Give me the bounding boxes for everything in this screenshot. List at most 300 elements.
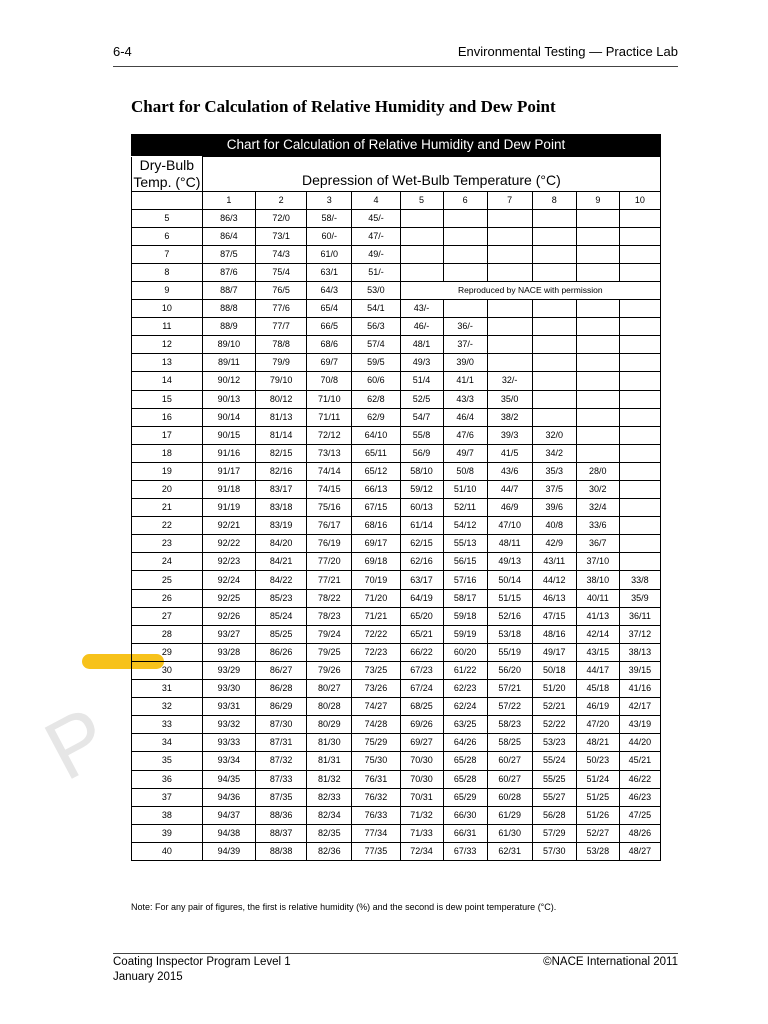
footer-date: January 2015 bbox=[113, 971, 183, 983]
dry-bulb-cell: 29 bbox=[132, 643, 203, 661]
table-cell: 86/3 bbox=[202, 209, 255, 227]
table-cell: 93/29 bbox=[202, 661, 255, 679]
dry-bulb-cell: 37 bbox=[132, 788, 203, 806]
table-cell: 39/15 bbox=[619, 661, 660, 679]
table-row bbox=[132, 806, 661, 824]
table-cell: 70/19 bbox=[352, 571, 400, 589]
table-cell bbox=[487, 354, 532, 372]
table-cell: 46/9 bbox=[487, 499, 532, 517]
table-cell: 65/28 bbox=[443, 752, 487, 770]
table-cell: 78/23 bbox=[307, 607, 352, 625]
table-cell: 75/4 bbox=[256, 263, 307, 281]
table-cell: 50/23 bbox=[576, 752, 619, 770]
dry-bulb-cell: 12 bbox=[132, 336, 203, 354]
table-cell: 63/17 bbox=[400, 571, 443, 589]
table-cell bbox=[576, 354, 619, 372]
table-cell: 48/1 bbox=[400, 336, 443, 354]
table-cell: 84/20 bbox=[256, 535, 307, 553]
table-cell: 86/28 bbox=[256, 680, 307, 698]
table-cell: 45/- bbox=[352, 209, 400, 227]
table-cell bbox=[532, 318, 576, 336]
table-cell: 94/39 bbox=[202, 842, 255, 860]
table-cell: 91/18 bbox=[202, 481, 255, 499]
dry-bulb-cell: 36 bbox=[132, 770, 203, 788]
table-cell: 47/10 bbox=[487, 517, 532, 535]
table-cell: 51/24 bbox=[576, 770, 619, 788]
table-cell: 94/35 bbox=[202, 770, 255, 788]
table-row bbox=[132, 227, 661, 245]
table-cell bbox=[487, 209, 532, 227]
table-cell: 55/19 bbox=[487, 643, 532, 661]
table-cell: 77/7 bbox=[256, 318, 307, 336]
table-cell: 42/17 bbox=[619, 698, 660, 716]
table-cell bbox=[532, 227, 576, 245]
table-cell: 49/17 bbox=[532, 643, 576, 661]
table-cell: 90/15 bbox=[202, 426, 255, 444]
table-cell: 44/17 bbox=[576, 661, 619, 679]
table-cell: 87/5 bbox=[202, 245, 255, 263]
table-row bbox=[132, 788, 661, 806]
table-cell bbox=[619, 372, 660, 390]
table-cell: 88/8 bbox=[202, 300, 255, 318]
table-cell: 38/2 bbox=[487, 408, 532, 426]
table-cell: 77/6 bbox=[256, 300, 307, 318]
table-cell: 73/25 bbox=[352, 661, 400, 679]
table-cell: 69/27 bbox=[400, 734, 443, 752]
table-cell bbox=[576, 245, 619, 263]
table-cell: 75/29 bbox=[352, 734, 400, 752]
table-cell: 36/- bbox=[443, 318, 487, 336]
table-cell: 43/15 bbox=[576, 643, 619, 661]
header-row bbox=[132, 157, 661, 192]
table-cell: 76/19 bbox=[307, 535, 352, 553]
table-cell: 73/13 bbox=[307, 444, 352, 462]
table-cell: 77/21 bbox=[307, 571, 352, 589]
table-cell: 55/27 bbox=[532, 788, 576, 806]
column-header-row bbox=[132, 191, 661, 209]
table-cell bbox=[619, 426, 660, 444]
table-cell: 94/38 bbox=[202, 824, 255, 842]
table-cell: 59/12 bbox=[400, 481, 443, 499]
table-cell bbox=[443, 209, 487, 227]
column-header: 4 bbox=[352, 191, 400, 209]
table-cell: 66/13 bbox=[352, 481, 400, 499]
table-cell: 52/21 bbox=[532, 698, 576, 716]
table-cell: 79/25 bbox=[307, 643, 352, 661]
table-cell: 66/22 bbox=[400, 643, 443, 661]
table-cell: 66/31 bbox=[443, 824, 487, 842]
table-cell: 46/4 bbox=[443, 408, 487, 426]
table-cell bbox=[619, 245, 660, 263]
table-row bbox=[132, 698, 661, 716]
table-cell: 92/24 bbox=[202, 571, 255, 589]
table-cell: 92/25 bbox=[202, 589, 255, 607]
table-cell: 85/25 bbox=[256, 625, 307, 643]
table-cell: 93/27 bbox=[202, 625, 255, 643]
column-header: 2 bbox=[256, 191, 307, 209]
dry-bulb-cell: 17 bbox=[132, 426, 203, 444]
column-header: 10 bbox=[619, 191, 660, 209]
table-cell: 57/16 bbox=[443, 571, 487, 589]
table-cell: 72/23 bbox=[352, 643, 400, 661]
dry-bulb-cell: 25 bbox=[132, 571, 203, 589]
table-cell: 56/28 bbox=[532, 806, 576, 824]
table-cell: 36/7 bbox=[576, 535, 619, 553]
table-cell: 34/2 bbox=[532, 444, 576, 462]
table-row bbox=[132, 643, 661, 661]
table-cell: 67/23 bbox=[400, 661, 443, 679]
column-header: 8 bbox=[532, 191, 576, 209]
table-cell: 47/- bbox=[352, 227, 400, 245]
table-row bbox=[132, 354, 661, 372]
table-cell: 41/5 bbox=[487, 444, 532, 462]
table-row bbox=[132, 481, 661, 499]
table-cell: 47/25 bbox=[619, 806, 660, 824]
table-cell: 28/0 bbox=[576, 462, 619, 480]
table-cell bbox=[532, 372, 576, 390]
table-cell: 87/32 bbox=[256, 752, 307, 770]
table-cell: 39/0 bbox=[443, 354, 487, 372]
table-cell: 65/29 bbox=[443, 788, 487, 806]
table-cell: 69/17 bbox=[352, 535, 400, 553]
table-cell: 81/14 bbox=[256, 426, 307, 444]
table-cell: 52/22 bbox=[532, 716, 576, 734]
table-cell: 93/34 bbox=[202, 752, 255, 770]
table-cell: 84/21 bbox=[256, 553, 307, 571]
table-cell: 93/31 bbox=[202, 698, 255, 716]
table-cell bbox=[619, 318, 660, 336]
table-cell bbox=[619, 408, 660, 426]
table-row bbox=[132, 263, 661, 281]
table-cell bbox=[619, 499, 660, 517]
table-cell bbox=[487, 336, 532, 354]
table-cell bbox=[532, 408, 576, 426]
table-cell: 48/26 bbox=[619, 824, 660, 842]
table-cell bbox=[487, 245, 532, 263]
table-cell: 40/11 bbox=[576, 589, 619, 607]
table-cell bbox=[400, 245, 443, 263]
table-cell: 77/35 bbox=[352, 842, 400, 860]
table-cell: 41/1 bbox=[443, 372, 487, 390]
table-cell: 76/5 bbox=[256, 281, 307, 299]
table-cell bbox=[619, 462, 660, 480]
table-cell: 78/22 bbox=[307, 589, 352, 607]
table-cell: 77/34 bbox=[352, 824, 400, 842]
table-cell bbox=[532, 300, 576, 318]
table-cell: 56/15 bbox=[443, 553, 487, 571]
table-cell: 73/1 bbox=[256, 227, 307, 245]
table-cell: 43/3 bbox=[443, 390, 487, 408]
table-cell bbox=[619, 444, 660, 462]
table-cell: 50/8 bbox=[443, 462, 487, 480]
document-title: Chart for Calculation of Relative Humidity and Dew Point bbox=[131, 97, 556, 116]
table-cell: 76/31 bbox=[352, 770, 400, 788]
table-cell: 79/24 bbox=[307, 625, 352, 643]
table-cell: 47/20 bbox=[576, 716, 619, 734]
table-cell: 68/6 bbox=[307, 336, 352, 354]
table-cell: 67/15 bbox=[352, 499, 400, 517]
table-cell: 53/28 bbox=[576, 842, 619, 860]
dry-bulb-cell: 32 bbox=[132, 698, 203, 716]
table-cell: 46/- bbox=[400, 318, 443, 336]
column-header: 9 bbox=[576, 191, 619, 209]
dry-bulb-cell: 26 bbox=[132, 589, 203, 607]
dry-bulb-cell: 15 bbox=[132, 390, 203, 408]
table-cell: 55/25 bbox=[532, 770, 576, 788]
table-row bbox=[132, 444, 661, 462]
table-cell: 48/11 bbox=[487, 535, 532, 553]
dry-bulb-cell: 13 bbox=[132, 354, 203, 372]
table-cell: 90/12 bbox=[202, 372, 255, 390]
table-cell: 71/20 bbox=[352, 589, 400, 607]
table-cell: 61/14 bbox=[400, 517, 443, 535]
table-cell: 81/31 bbox=[307, 752, 352, 770]
table-cell: 62/31 bbox=[487, 842, 532, 860]
table-cell: 48/27 bbox=[619, 842, 660, 860]
table-cell: 58/10 bbox=[400, 462, 443, 480]
table-cell: 71/21 bbox=[352, 607, 400, 625]
table-row bbox=[132, 281, 661, 299]
table-cell: 68/25 bbox=[400, 698, 443, 716]
table-row bbox=[132, 842, 661, 860]
table-row bbox=[132, 607, 661, 625]
table-cell: 60/27 bbox=[487, 770, 532, 788]
table-cell: 90/13 bbox=[202, 390, 255, 408]
table-cell: 94/36 bbox=[202, 788, 255, 806]
table-cell: 79/26 bbox=[307, 661, 352, 679]
page-number: 6-4 bbox=[113, 44, 132, 59]
table-cell: 77/20 bbox=[307, 553, 352, 571]
table-cell: 44/20 bbox=[619, 734, 660, 752]
table-cell: 51/- bbox=[352, 263, 400, 281]
table-cell: 73/26 bbox=[352, 680, 400, 698]
table-note: Note: For any pair of figures, the first is relative humidity (%) and the second is dew point temperature (°C). bbox=[131, 902, 557, 912]
dry-bulb-cell: 33 bbox=[132, 716, 203, 734]
dry-bulb-label: Dry-Bulb Temp. (°C) bbox=[133, 156, 201, 190]
table-cell: 87/31 bbox=[256, 734, 307, 752]
table-cell: 82/15 bbox=[256, 444, 307, 462]
table-cell bbox=[576, 408, 619, 426]
table-cell bbox=[487, 300, 532, 318]
humidity-chart bbox=[131, 134, 661, 861]
table-cell: 91/17 bbox=[202, 462, 255, 480]
table-cell: 41/16 bbox=[619, 680, 660, 698]
table-cell: 65/20 bbox=[400, 607, 443, 625]
table-cell: 45/21 bbox=[619, 752, 660, 770]
table-cell: 74/15 bbox=[307, 481, 352, 499]
page-footer bbox=[113, 953, 678, 983]
table-cell: 65/12 bbox=[352, 462, 400, 480]
table-cell: 47/6 bbox=[443, 426, 487, 444]
column-header: 6 bbox=[443, 191, 487, 209]
table-cell: 86/4 bbox=[202, 227, 255, 245]
table-cell: 56/20 bbox=[487, 661, 532, 679]
table-cell bbox=[443, 300, 487, 318]
table-cell: 58/17 bbox=[443, 589, 487, 607]
watermark: P bbox=[30, 688, 124, 798]
table-cell: 52/5 bbox=[400, 390, 443, 408]
table-cell: 47/15 bbox=[532, 607, 576, 625]
table-cell bbox=[576, 444, 619, 462]
table-cell: 46/23 bbox=[619, 788, 660, 806]
dry-bulb-cell: 21 bbox=[132, 499, 203, 517]
table-cell bbox=[619, 390, 660, 408]
table-cell: 62/8 bbox=[352, 390, 400, 408]
table-cell: 33/8 bbox=[619, 571, 660, 589]
table-cell: 64/26 bbox=[443, 734, 487, 752]
table-cell bbox=[443, 245, 487, 263]
table-cell: 52/16 bbox=[487, 607, 532, 625]
table-cell: 62/24 bbox=[443, 698, 487, 716]
table-cell: 60/- bbox=[307, 227, 352, 245]
table-cell: 92/22 bbox=[202, 535, 255, 553]
table-cell: 43/11 bbox=[532, 553, 576, 571]
table-cell: 49/7 bbox=[443, 444, 487, 462]
table-cell: 50/18 bbox=[532, 661, 576, 679]
table-row bbox=[132, 752, 661, 770]
table-cell: 71/10 bbox=[307, 390, 352, 408]
table-row bbox=[132, 680, 661, 698]
table-cell bbox=[576, 263, 619, 281]
table-row bbox=[132, 734, 661, 752]
table-cell: 81/30 bbox=[307, 734, 352, 752]
dry-bulb-cell: 38 bbox=[132, 806, 203, 824]
dry-bulb-cell: 6 bbox=[132, 227, 203, 245]
table-cell: 88/36 bbox=[256, 806, 307, 824]
table-cell: 48/16 bbox=[532, 625, 576, 643]
table-row bbox=[132, 245, 661, 263]
table-cell bbox=[443, 263, 487, 281]
table-cell bbox=[487, 263, 532, 281]
table-cell: 62/16 bbox=[400, 553, 443, 571]
chart-banner: Chart for Calculation of Relative Humidity and Dew Point bbox=[131, 134, 661, 156]
column-header: 3 bbox=[307, 191, 352, 209]
dry-bulb-cell: 8 bbox=[132, 263, 203, 281]
table-cell: 70/31 bbox=[400, 788, 443, 806]
table-cell bbox=[619, 354, 660, 372]
table-cell: 33/6 bbox=[576, 517, 619, 535]
table-cell: 78/8 bbox=[256, 336, 307, 354]
table-cell: 87/33 bbox=[256, 770, 307, 788]
table-cell: 82/16 bbox=[256, 462, 307, 480]
table-cell: 83/17 bbox=[256, 481, 307, 499]
table-cell: 53/23 bbox=[532, 734, 576, 752]
dry-bulb-cell: 35 bbox=[132, 752, 203, 770]
table-cell: 56/3 bbox=[352, 318, 400, 336]
section-title: Environmental Testing — Practice Lab bbox=[457, 44, 678, 59]
dry-bulb-cell: 19 bbox=[132, 462, 203, 480]
table-cell: 37/5 bbox=[532, 481, 576, 499]
table-cell: 69/7 bbox=[307, 354, 352, 372]
table-cell: 88/9 bbox=[202, 318, 255, 336]
dry-bulb-cell: 27 bbox=[132, 607, 203, 625]
table-cell: 65/21 bbox=[400, 625, 443, 643]
table-cell: 81/13 bbox=[256, 408, 307, 426]
table-cell: 75/16 bbox=[307, 499, 352, 517]
table-cell: 82/35 bbox=[307, 824, 352, 842]
table-cell: 48/21 bbox=[576, 734, 619, 752]
table-cell: 64/10 bbox=[352, 426, 400, 444]
table-cell bbox=[576, 426, 619, 444]
table-cell bbox=[576, 227, 619, 245]
table-cell: 67/33 bbox=[443, 842, 487, 860]
table-cell: 86/29 bbox=[256, 698, 307, 716]
table-cell: 59/5 bbox=[352, 354, 400, 372]
dry-bulb-cell: 10 bbox=[132, 300, 203, 318]
table-cell: 59/18 bbox=[443, 607, 487, 625]
table-cell: 71/11 bbox=[307, 408, 352, 426]
table-cell: 38/10 bbox=[576, 571, 619, 589]
table-cell: 79/10 bbox=[256, 372, 307, 390]
table-cell: 80/28 bbox=[307, 698, 352, 716]
table-row bbox=[132, 553, 661, 571]
table-cell: 87/35 bbox=[256, 788, 307, 806]
table-cell bbox=[532, 354, 576, 372]
table-cell: 39/3 bbox=[487, 426, 532, 444]
table-cell: 57/22 bbox=[487, 698, 532, 716]
table-cell: 91/19 bbox=[202, 499, 255, 517]
table-cell: 57/4 bbox=[352, 336, 400, 354]
table-cell: 59/19 bbox=[443, 625, 487, 643]
table-cell bbox=[576, 336, 619, 354]
table-cell: 76/32 bbox=[352, 788, 400, 806]
table-cell bbox=[400, 209, 443, 227]
table-cell: 55/13 bbox=[443, 535, 487, 553]
table-cell: 66/5 bbox=[307, 318, 352, 336]
table-cell: 80/27 bbox=[307, 680, 352, 698]
table-cell: 80/12 bbox=[256, 390, 307, 408]
table-cell: 55/24 bbox=[532, 752, 576, 770]
table-row bbox=[132, 716, 661, 734]
dry-bulb-cell: 39 bbox=[132, 824, 203, 842]
table-cell: 61/22 bbox=[443, 661, 487, 679]
table-cell: 65/28 bbox=[443, 770, 487, 788]
table-cell: 42/9 bbox=[532, 535, 576, 553]
table-cell: 60/20 bbox=[443, 643, 487, 661]
table-cell bbox=[576, 390, 619, 408]
table-cell: 71/33 bbox=[400, 824, 443, 842]
table-cell: 37/10 bbox=[576, 553, 619, 571]
table-cell: 32/0 bbox=[532, 426, 576, 444]
table-cell: 51/26 bbox=[576, 806, 619, 824]
table-cell: 86/27 bbox=[256, 661, 307, 679]
humidity-table bbox=[131, 156, 661, 861]
table-cell: 57/21 bbox=[487, 680, 532, 698]
table-cell: 62/9 bbox=[352, 408, 400, 426]
table-cell bbox=[400, 227, 443, 245]
table-cell: 43/19 bbox=[619, 716, 660, 734]
table-cell: 57/29 bbox=[532, 824, 576, 842]
dry-bulb-cell: 24 bbox=[132, 553, 203, 571]
table-cell: 64/19 bbox=[400, 589, 443, 607]
table-cell: 45/18 bbox=[576, 680, 619, 698]
column-header: 7 bbox=[487, 191, 532, 209]
table-cell: 82/33 bbox=[307, 788, 352, 806]
table-cell: 61/30 bbox=[487, 824, 532, 842]
table-cell bbox=[443, 227, 487, 245]
table-row bbox=[132, 426, 661, 444]
dry-bulb-cell: 11 bbox=[132, 318, 203, 336]
table-cell: 90/14 bbox=[202, 408, 255, 426]
table-cell: 66/30 bbox=[443, 806, 487, 824]
table-cell: 70/30 bbox=[400, 770, 443, 788]
reproduced-note: Reproduced by NACE with permission bbox=[400, 281, 660, 299]
table-cell: 50/14 bbox=[487, 571, 532, 589]
table-cell: 43/- bbox=[400, 300, 443, 318]
table-cell bbox=[532, 390, 576, 408]
table-cell: 40/8 bbox=[532, 517, 576, 535]
table-cell bbox=[487, 318, 532, 336]
